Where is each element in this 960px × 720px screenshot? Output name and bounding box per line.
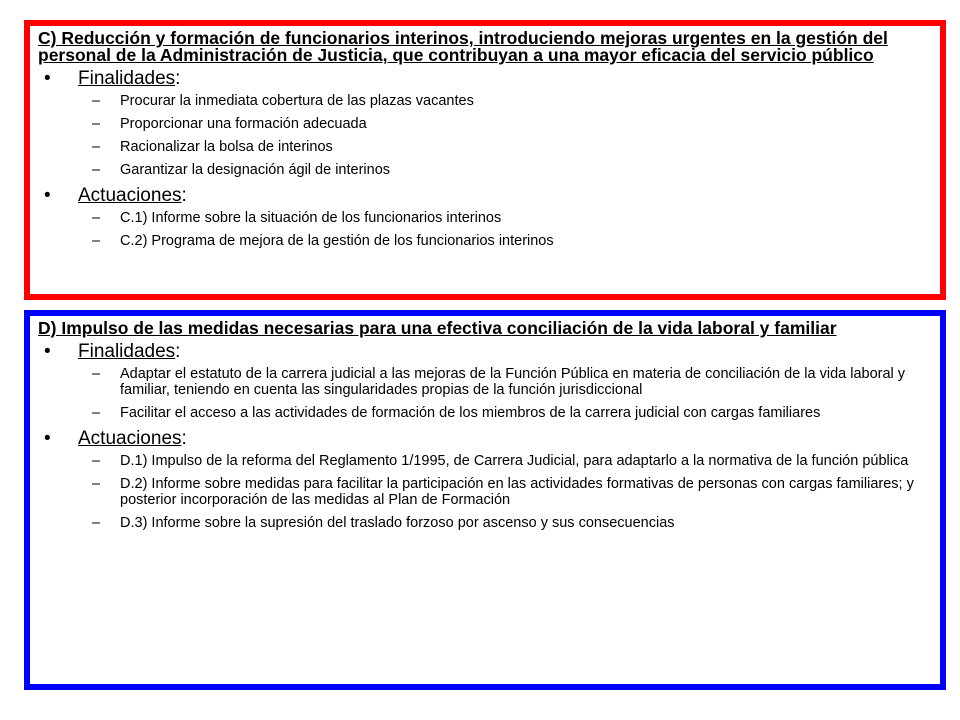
dash-icon: – [92,453,101,469]
list-item [38,139,932,155]
list-item [38,93,932,109]
section-c-actuaciones-list [38,210,932,249]
section-c-box [24,20,946,300]
list-item-text: D.2) Informe sobre medidas para facilitar la participación en las actividades formativas de personas con cargas familiares; y posterior incorporación de las medidas al Plan de Formación [120,476,914,508]
list-item [38,366,932,398]
actuaciones-label: Actuaciones [78,185,182,206]
section-d-actuaciones-list [38,453,932,531]
section-d-box [24,310,946,690]
list-item-text: D.1) Impulso de la reforma del Reglamento 1/1995, de Carrera Judicial, para adaptarlo a la normativa de la función pública [120,453,909,469]
list-item [38,453,932,469]
list-item-text: Proporcionar una formación adecuada [120,116,367,132]
list-item [38,405,932,421]
list-item-text: Adaptar el estatuto de la carrera judicial a las mejoras de la Función Pública en materia de conciliación de la vida laboral y familiar, teniendo en cuenta las singularidades propias de la función jurisdiccional [120,366,906,398]
list-item [38,116,932,132]
list-item [38,162,932,178]
list-item-text: Racionalizar la bolsa de interinos [120,139,333,155]
section-c-title: C) Reducción y formación de funcionarios interinos, introduciendo mejoras urgentes en la gestión del personal de la Administración de Justicia, que contribuyan a una mayor eficacia del servicio público [38,28,888,65]
list-item [38,210,932,226]
list-item-text: C.1) Informe sobre la situación de los funcionarios interinos [120,210,502,226]
list-item-text: Procurar la inmediata cobertura de las plazas vacantes [120,93,474,109]
section-d-finalidades-heading [38,341,932,363]
list-item [38,515,932,531]
dash-icon: – [92,210,101,226]
colon: : [175,341,181,362]
bullet-icon: • [44,68,51,89]
dash-icon: – [92,139,101,155]
list-item-text: C.2) Programa de mejora de la gestión de los funcionarios interinos [120,233,554,249]
section-d-finalidades-list [38,366,932,421]
colon: : [181,428,187,449]
section-c-actuaciones-heading [38,185,932,207]
finalidades-label: Finalidades [78,341,176,362]
bullet-icon: • [44,185,51,206]
dash-icon: – [92,162,101,178]
section-c-finalidades-heading [38,68,932,90]
bullet-icon: • [44,341,51,362]
colon: : [181,185,187,206]
dash-icon: – [92,476,101,492]
dash-icon: – [92,116,101,132]
finalidades-label: Finalidades [78,68,176,89]
section-c-finalidades-list [38,93,932,178]
list-item [38,233,932,249]
dash-icon: – [92,93,101,109]
list-item-text: Facilitar el acceso a las actividades de formación de los miembros de la carrera judicial con cargas familiares [120,405,821,421]
colon: : [175,68,181,89]
list-item-text: Garantizar la designación ágil de interinos [120,162,391,178]
dash-icon: – [92,366,101,382]
section-d-title: D) Impulso de las medidas necesarias para una efectiva conciliación de la vida laboral y familiar [38,318,837,338]
section-d-actuaciones-heading [38,428,932,450]
list-item [38,476,932,508]
list-item-text: D.3) Informe sobre la supresión del traslado forzoso por ascenso y sus consecuencias [120,515,675,531]
actuaciones-label: Actuaciones [78,428,182,449]
dash-icon: – [92,405,101,421]
dash-icon: – [92,233,101,249]
bullet-icon: • [44,428,51,449]
dash-icon: – [92,515,101,531]
